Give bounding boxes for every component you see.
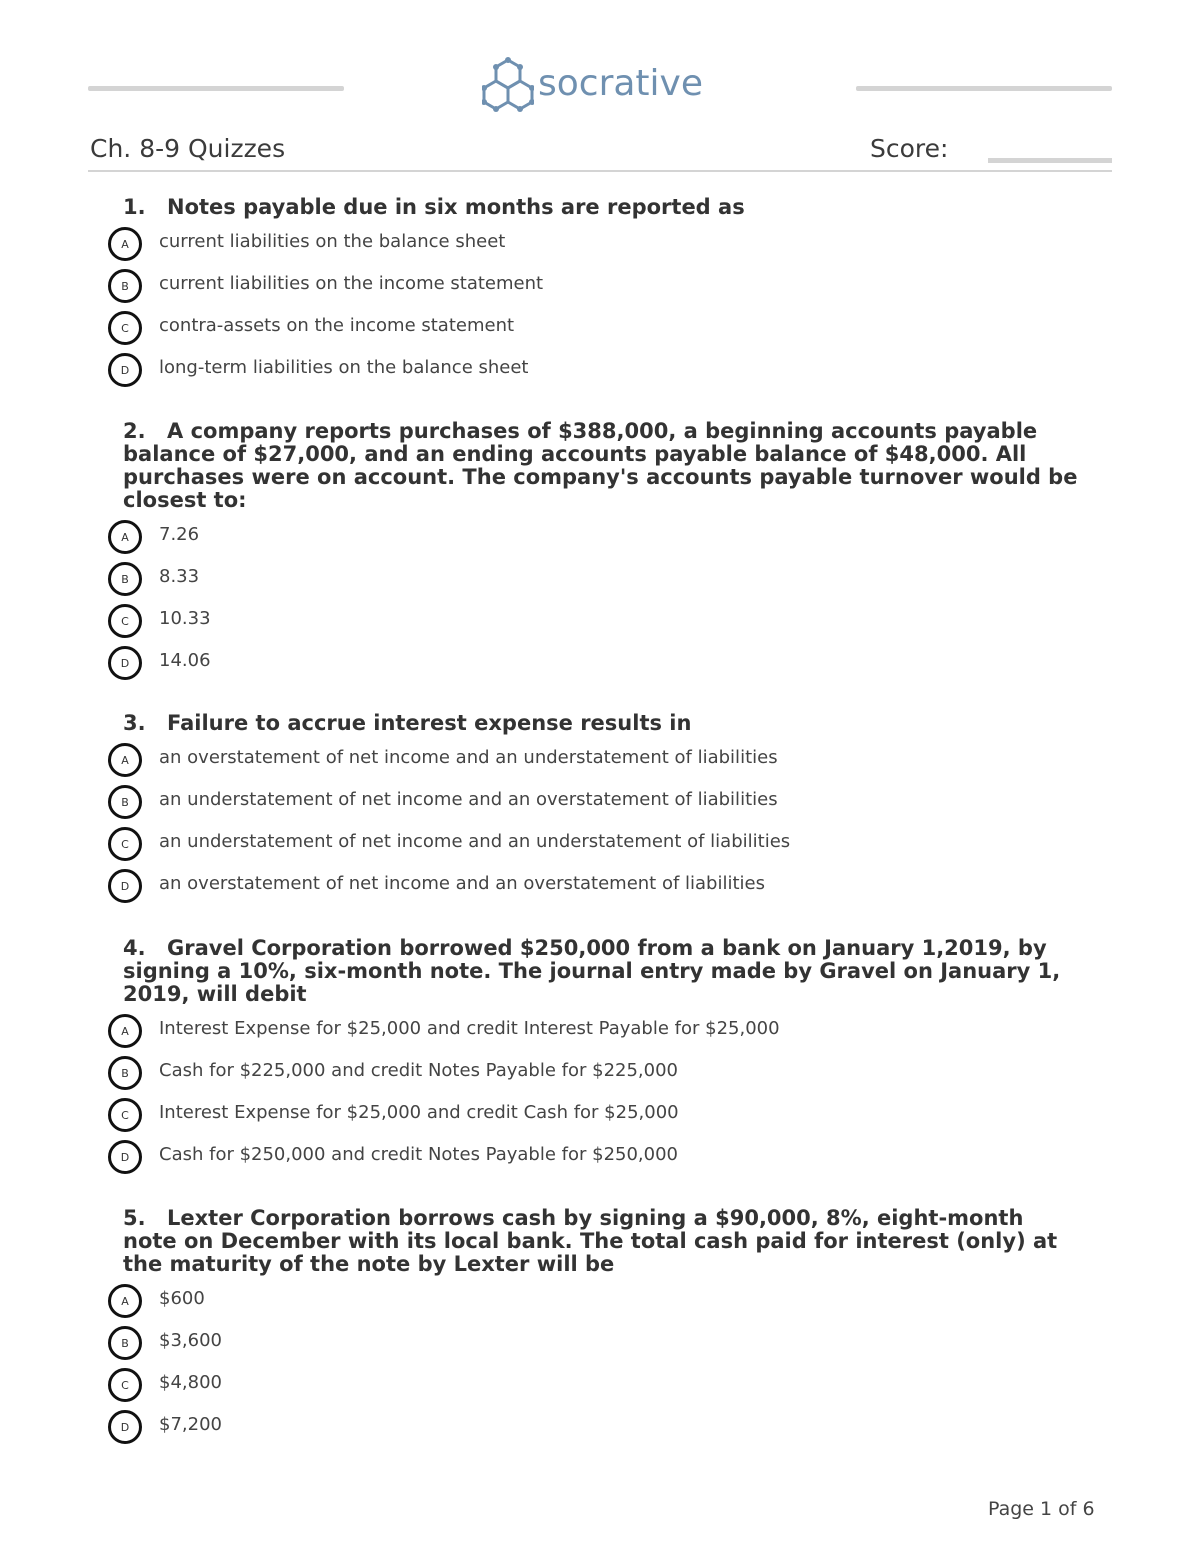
choice-d[interactable] (120, 869, 1083, 911)
score-label: Score: (870, 134, 949, 163)
question-text (123, 712, 1083, 735)
question-prompt: Notes payable due in six months are reported as (167, 195, 745, 219)
choice-text: an overstatement of net income and an understatement of liabilities (159, 747, 778, 768)
choice-text: Interest Expense for $25,000 and credit Interest Payable for $25,000 (159, 1018, 780, 1039)
answer-bubble-icon[interactable]: C (108, 311, 142, 345)
choice-a[interactable] (123, 227, 1083, 269)
choice-b[interactable] (123, 1326, 1083, 1368)
choice-a[interactable] (123, 1284, 1083, 1326)
choice-c[interactable] (123, 604, 1083, 646)
answer-bubble-icon[interactable]: A (108, 520, 142, 554)
question-prompt: Lexter Corporation borrows cash by signing a $90,000, 8%, eight-month note on December with its local bank. The total cash paid for interest (only) at the maturity of the note by Lexter will be (123, 1206, 1058, 1276)
choice-c[interactable] (123, 311, 1083, 353)
question-text (123, 196, 1083, 219)
choice-d[interactable] (120, 353, 1083, 395)
question-2 (120, 419, 1083, 688)
choice-text: $600 (159, 1288, 205, 1309)
answer-bubble-icon[interactable]: D (108, 353, 142, 387)
answer-bubble-icon[interactable]: B (108, 785, 142, 819)
choice-b[interactable] (123, 269, 1083, 311)
choice-c[interactable] (123, 1098, 1083, 1140)
answer-bubble-icon[interactable]: C (108, 1098, 142, 1132)
answer-bubble-icon[interactable]: B (108, 269, 142, 303)
choice-d[interactable] (120, 1140, 1083, 1182)
question-text (123, 420, 1083, 512)
choice-text: $4,800 (159, 1372, 222, 1393)
question-number: 3. (123, 711, 146, 735)
question-prompt: Failure to accrue interest expense results in (167, 711, 692, 735)
answer-bubble-icon[interactable]: D (108, 646, 142, 680)
choice-text: an understatement of net income and an overstatement of liabilities (159, 789, 778, 810)
answer-bubble-icon[interactable]: B (108, 1056, 142, 1090)
answer-bubble-icon[interactable]: C (108, 604, 142, 638)
choice-b[interactable] (123, 562, 1083, 604)
choice-text: 10.33 (159, 608, 211, 629)
choice-text: Cash for $250,000 and credit Notes Payable for $250,000 (159, 1144, 679, 1165)
answer-bubble-icon[interactable]: D (108, 1410, 142, 1444)
choice-text: long-term liabilities on the balance sheet (159, 357, 529, 378)
question-4 (120, 936, 1083, 1182)
choice-a[interactable] (123, 1014, 1083, 1056)
choice-d[interactable] (120, 1410, 1083, 1452)
question-1 (120, 195, 1083, 395)
answer-bubble-icon[interactable]: A (108, 1014, 142, 1048)
question-number: 2. (123, 419, 146, 443)
question-text (123, 1207, 1083, 1276)
answer-bubble-icon[interactable]: D (108, 869, 142, 903)
score-field (988, 158, 1112, 163)
choice-text: current liabilities on the income statement (159, 273, 544, 294)
question-number: 5. (123, 1206, 146, 1230)
answer-bubble-icon[interactable]: C (108, 1368, 142, 1402)
answer-bubble-icon[interactable]: A (108, 227, 142, 261)
question-prompt: Gravel Corporation borrowed $250,000 from a bank on January 1,2019, by signing a 10%, six-month note. The journal entry made by Gravel on January 1, 2019, will debit (123, 936, 1061, 1006)
choice-text: 8.33 (159, 566, 200, 587)
choice-text: Cash for $225,000 and credit Notes Payable for $225,000 (159, 1060, 679, 1081)
question-3 (120, 711, 1083, 911)
choice-text: Interest Expense for $25,000 and credit Cash for $25,000 (159, 1102, 679, 1123)
choice-c[interactable] (123, 1368, 1083, 1410)
quiz-title: Ch. 8-9 Quizzes (90, 134, 286, 163)
question-prompt: A company reports purchases of $388,000, a beginning accounts payable balance of $27,000, and an ending accounts payable balance of $48,000. All purchases were on account. The company's accounts payable turnover would be closest to: (123, 419, 1078, 512)
choice-text: 14.06 (159, 650, 211, 671)
choice-d[interactable] (120, 646, 1083, 688)
choice-a[interactable] (123, 743, 1083, 785)
answer-bubble-icon[interactable]: B (108, 1326, 142, 1360)
choice-text: contra-assets on the income statement (159, 315, 515, 336)
question-number: 4. (123, 936, 146, 960)
choice-a[interactable] (123, 520, 1083, 562)
hexagon-logo-icon (482, 56, 534, 116)
answer-bubble-icon[interactable]: B (108, 562, 142, 596)
question-5 (120, 1206, 1083, 1452)
page-number: Page 1 of 6 (988, 1498, 1095, 1520)
answer-bubble-icon[interactable]: D (108, 1140, 142, 1174)
socrative-logo (482, 56, 703, 116)
header-rule-right (856, 86, 1112, 91)
choice-text: $7,200 (159, 1414, 222, 1435)
title-divider (88, 170, 1112, 172)
choice-text: $3,600 (159, 1330, 222, 1351)
choice-text: 7.26 (159, 524, 200, 545)
choice-text: an overstatement of net income and an overstatement of liabilities (159, 873, 765, 894)
choice-b[interactable] (123, 1056, 1083, 1098)
logo-wordmark: socrative (538, 63, 704, 104)
answer-bubble-icon[interactable]: C (108, 827, 142, 861)
answer-bubble-icon[interactable]: A (108, 743, 142, 777)
question-text (123, 937, 1083, 1006)
choice-text: an understatement of net income and an understatement of liabilities (159, 831, 791, 852)
answer-bubble-icon[interactable]: A (108, 1284, 142, 1318)
header-rule-left (88, 86, 344, 91)
choice-text: current liabilities on the balance sheet (159, 231, 506, 252)
choice-b[interactable] (123, 785, 1083, 827)
choice-c[interactable] (123, 827, 1083, 869)
question-number: 1. (123, 195, 146, 219)
